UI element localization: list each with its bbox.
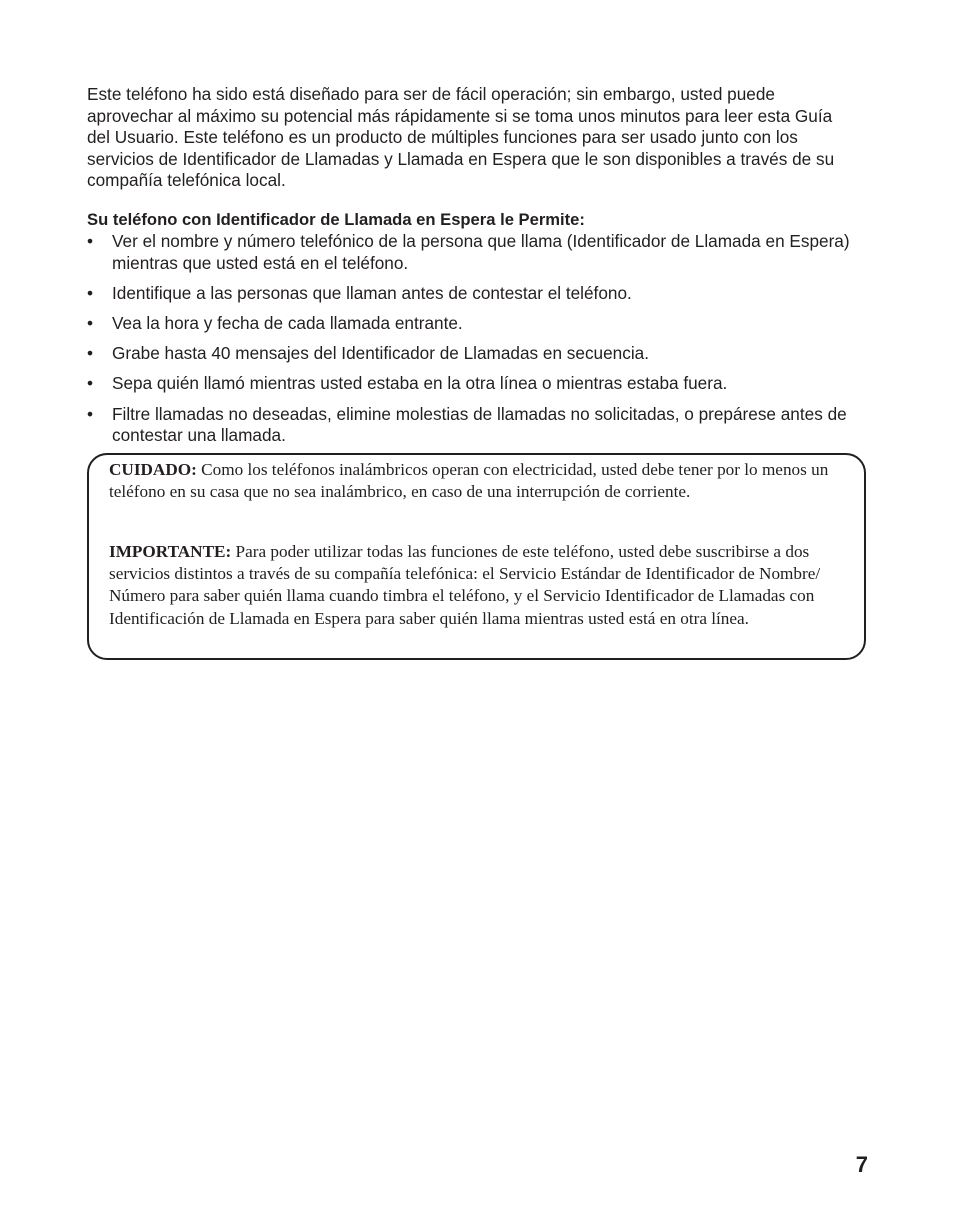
bullet-icon: • xyxy=(87,403,94,424)
list-item xyxy=(87,313,857,335)
list-item xyxy=(87,404,857,447)
caution-label: CUIDADO: xyxy=(109,460,197,479)
important-text: Para poder utilizar todas las funciones de este teléfono, usted debe suscribirse a dos servicios distintos a través de su compañía telefónica: el Servicio Estándar de Identificador de Nombre/ Número para saber quién llama cuando timbra el teléfono, y el Servicio Identificador de Llamadas con Identificación de Llamada en Espera para saber quién llama mientras usted está en otra línea. xyxy=(109,542,821,628)
bullet-icon: • xyxy=(87,312,94,333)
features-list xyxy=(87,231,857,455)
caution-paragraph xyxy=(109,459,844,503)
bullet-icon: • xyxy=(87,373,94,394)
important-paragraph xyxy=(109,541,844,630)
list-item xyxy=(87,373,857,395)
intro-paragraph: Este teléfono ha sido está diseñado para ser de fácil operación; sin embargo, usted puede aprovechar al máximo su potencial más rápidamente si se toma unos minutos para leer esta Guía del Usuario. Este teléfono es un producto de múltiples funciones para ser usado junto con los servicios de Identificador de Llamadas y Llamada en Espera que le son disponibles a través de su compañía telefónica local. xyxy=(87,84,835,191)
list-item-text: Grabe hasta 40 mensajes del Identificador de Llamadas en secuencia. xyxy=(112,343,649,364)
list-item xyxy=(87,231,857,274)
page-number: 7 xyxy=(855,1152,868,1177)
list-item-text: Sepa quién llamó mientras usted estaba en la otra línea o mientras estaba fuera. xyxy=(112,373,728,394)
bullet-icon: • xyxy=(87,282,94,303)
list-item-text: Identifique a las personas que llaman antes de contestar el teléfono. xyxy=(112,282,632,303)
bullet-icon: • xyxy=(87,343,94,364)
list-item-text: Filtre llamadas no deseadas, elimine molestias de llamadas no solicitadas, o prepárese antes de contestar una llamada. xyxy=(112,403,847,446)
caution-callout-box xyxy=(87,453,866,660)
list-item-text: Vea la hora y fecha de cada llamada entrante. xyxy=(112,312,463,333)
list-item xyxy=(87,343,857,365)
list-item-text: Ver el nombre y número telefónico de la persona que llama (Identificador de Llamada en Espera) mientras que usted está en el teléfono. xyxy=(112,231,850,273)
caution-text: Como los teléfonos inalámbricos operan con electricidad, usted debe tener por lo menos un teléfono en su casa que no sea inalámbrico, en caso de una interrupción de corriente. xyxy=(109,460,829,502)
bullet-icon: • xyxy=(87,231,94,251)
features-heading: Su teléfono con Identificador de Llamada en Espera le Permite: xyxy=(87,210,585,229)
list-item xyxy=(87,283,857,305)
important-label: IMPORTANTE: xyxy=(109,542,232,561)
